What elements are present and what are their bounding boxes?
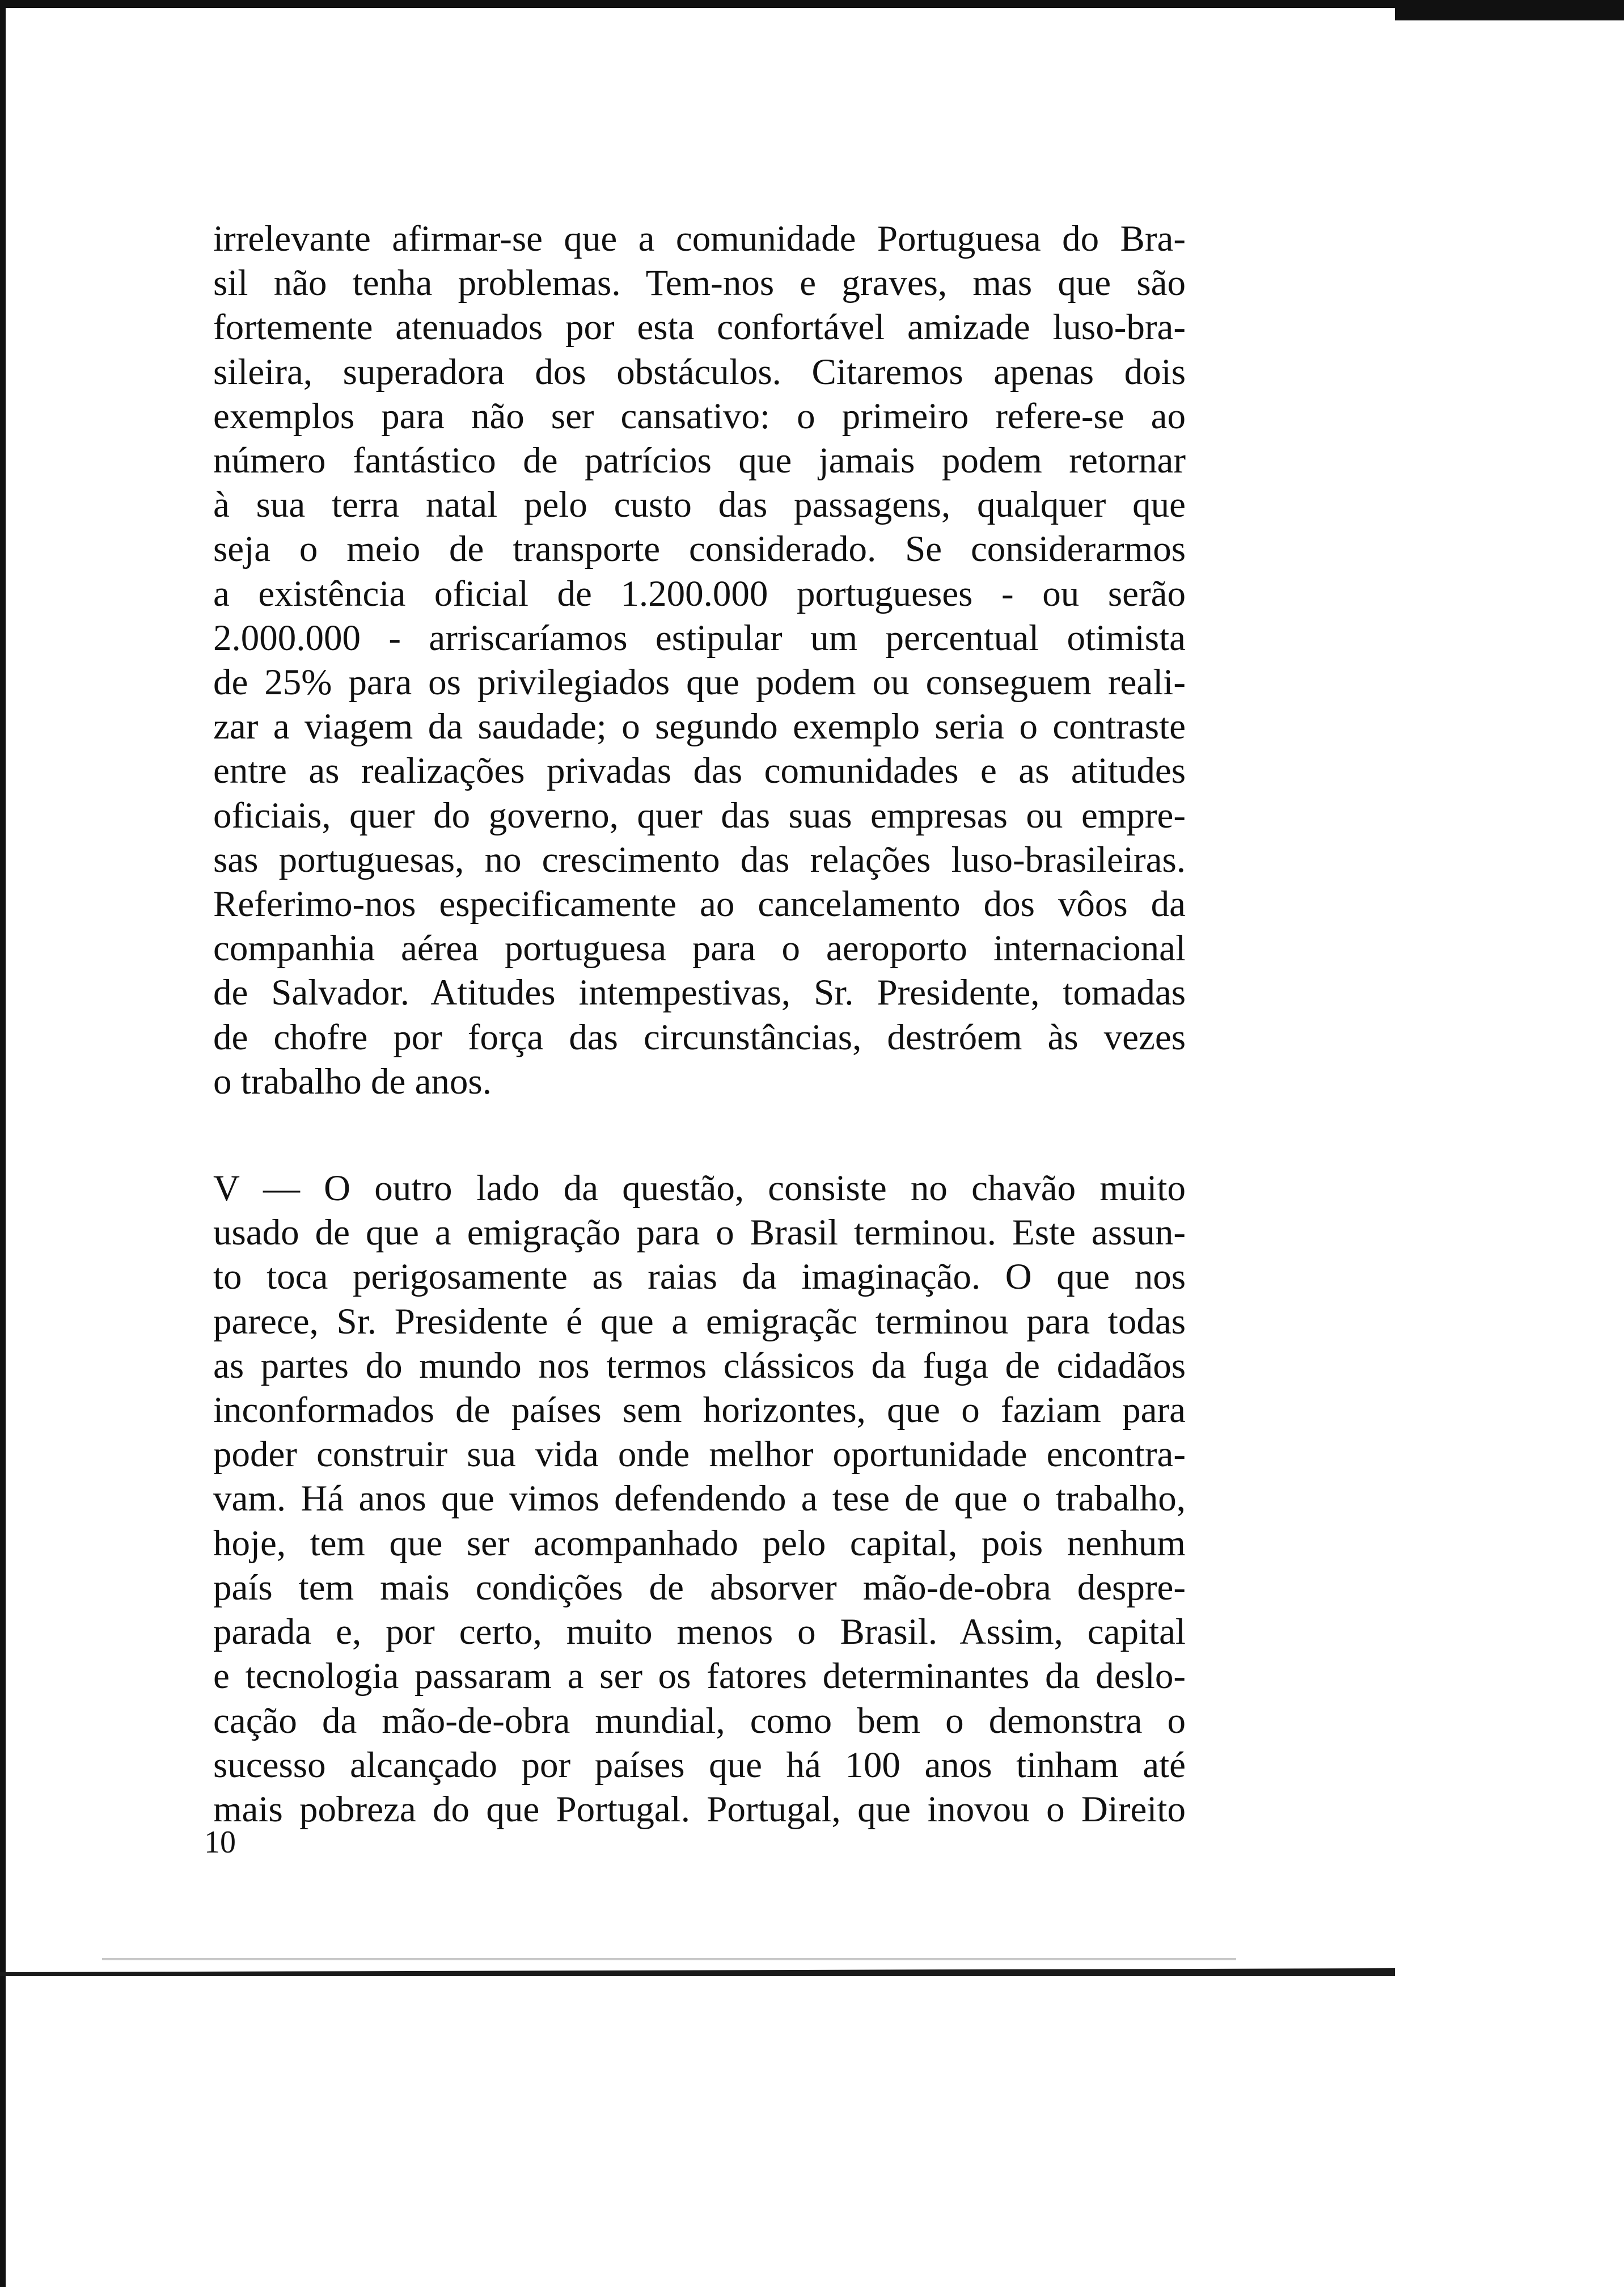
text-line: V — O outro lado da questão, consiste no chavão muito xyxy=(213,1168,1186,1209)
text-line: sileira, superadora dos obstáculos. Citaremos apenas dois xyxy=(213,351,1186,393)
text-line: número fantástico de patrícios que jamais podem retornar xyxy=(213,440,1186,482)
scan-edge-top xyxy=(0,0,1624,8)
text-line: sil não tenha problemas. Tem-nos e graves, mas que são xyxy=(213,263,1186,304)
text-line: oficiais, quer do governo, quer das suas empresas ou empre- xyxy=(213,795,1186,836)
text-line: hoje, tem que ser acompanhado pelo capital, pois nenhum xyxy=(213,1522,1186,1564)
scan-edge-top-right xyxy=(1395,6,1624,20)
scan-bottom-rule-light xyxy=(102,1958,1236,1960)
text-line: poder construir sua vida onde melhor oportunidade encontra- xyxy=(213,1434,1186,1475)
paragraph-gap xyxy=(213,1104,1186,1166)
text-line: parece, Sr. Presidente é que a emigraçãc terminou para todas xyxy=(213,1301,1186,1342)
text-line: companhia aérea portuguesa para o aeroporto internacional xyxy=(213,928,1186,969)
text-line: de chofre por força das circunstâncias, destróem às vezes xyxy=(213,1016,1186,1058)
text-line: país tem mais condições de absorver mão-de-obra despre- xyxy=(213,1567,1186,1608)
scan-edge-left xyxy=(0,0,6,2287)
text-line: a existência oficial de 1.200.000 portugueses - ou serão xyxy=(213,573,1186,614)
text-line: Referimo-nos especificamente ao cancelamento dos vôos da xyxy=(213,884,1186,925)
text-line: parada e, por certo, muito menos o Brasil. Assim, capital xyxy=(213,1611,1186,1653)
text-line: seja o meio de transporte considerado. Se considerarmos xyxy=(213,529,1186,570)
text-line: sas portuguesas, no crescimento das relações luso-brasileiras. xyxy=(213,839,1186,880)
page-number: 10 xyxy=(204,1825,236,1860)
text-line: à sua terra natal pelo custo das passagens, qualquer que xyxy=(213,484,1186,526)
text-line: as partes do mundo nos termos clássicos da fuga de cidadãos xyxy=(213,1345,1186,1386)
scan-bottom-rule xyxy=(0,1968,1395,1976)
text-line: o trabalho de anos. xyxy=(213,1061,492,1102)
paragraph-2 xyxy=(213,1166,1186,1832)
text-line: to toca perigosamente as raias da imaginação. O que nos xyxy=(213,1256,1186,1298)
text-line: entre as realizações privadas das comunidades e as atitudes xyxy=(213,750,1186,792)
text-line: cação da mão-de-obra mundial, como bem o demonstra o xyxy=(213,1700,1186,1741)
text-line: 2.000.000 - arriscaríamos estipular um percentual otimista xyxy=(213,617,1186,659)
text-line: de 25% para os privilegiados que podem ou conseguem reali- xyxy=(213,662,1186,703)
text-line: de Salvador. Atitudes intempestivas, Sr. Presidente, tomadas xyxy=(213,972,1186,1014)
text-line: zar a viagem da saudade; o segundo exemplo seria o contraste xyxy=(213,706,1186,748)
text-line: fortemente atenuados por esta confortável amizade luso-bra- xyxy=(213,307,1186,348)
text-line: sucesso alcançado por países que há 100 anos tinham até xyxy=(213,1744,1186,1786)
text-line: inconformados de países sem horizontes, que o faziam para xyxy=(213,1390,1186,1431)
text-line: irrelevante afirmar-se que a comunidade Portuguesa do Bra- xyxy=(213,218,1186,259)
text-line: usado de que a emigração para o Brasil terminou. Este assun- xyxy=(213,1212,1186,1254)
paragraph-1 xyxy=(213,217,1186,1104)
text-line: e tecnologia passaram a ser os fatores determinantes da deslo- xyxy=(213,1656,1186,1697)
text-line: mais pobreza do que Portugal. Portugal, que inovou o Direito xyxy=(213,1788,1186,1830)
text-line: exemplos para não ser cansativo: o primeiro refere-se ao xyxy=(213,395,1186,437)
text-column xyxy=(213,217,1186,1832)
text-line: vam. Há anos que vimos defendendo a tese de que o trabalho, xyxy=(213,1478,1186,1520)
